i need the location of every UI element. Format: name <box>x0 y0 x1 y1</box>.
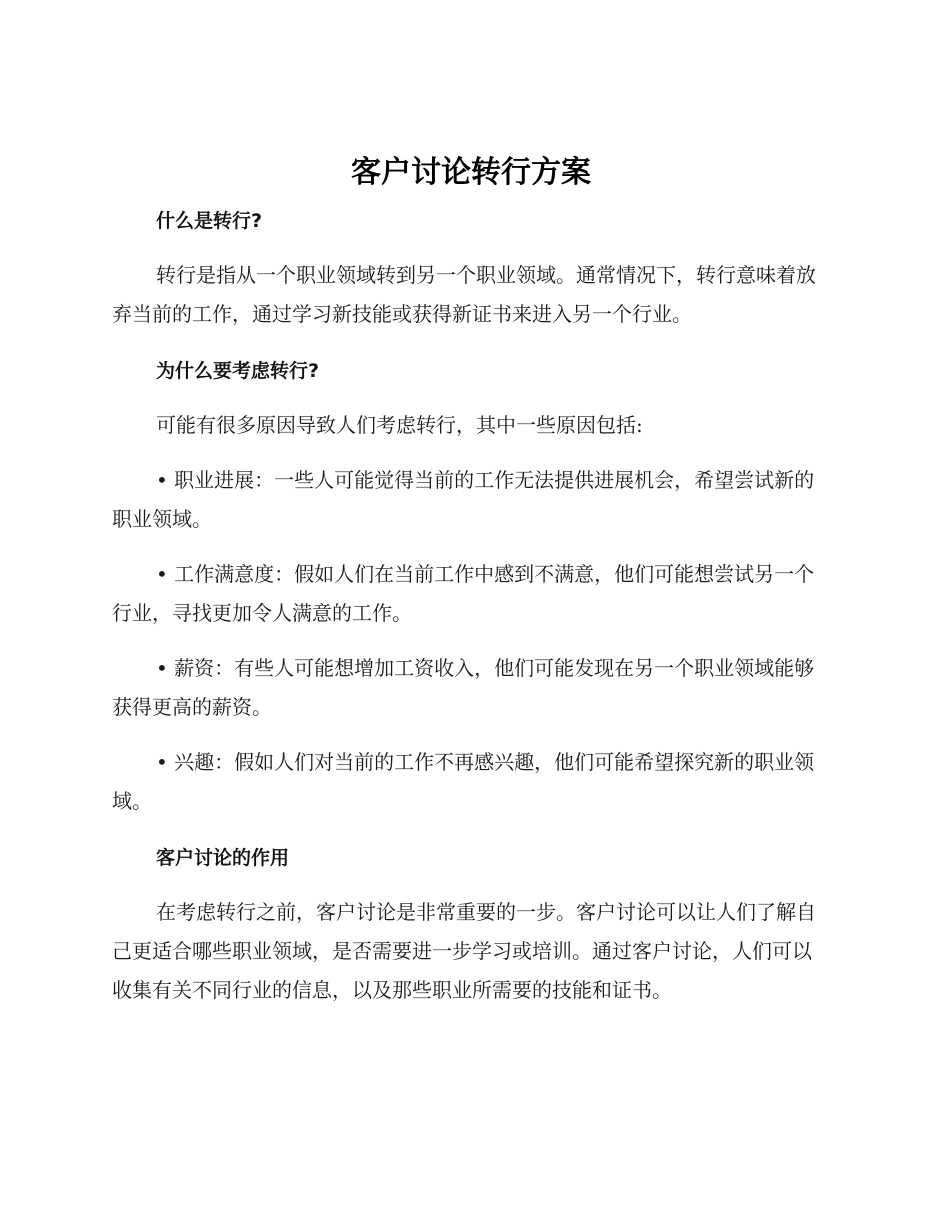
document-body <box>112 146 830 1010</box>
bullet-interest: • 兴趣：假如人们对当前的工作不再感兴趣，他们可能希望探究新的职业领域。 <box>112 750 815 813</box>
page-title: 客户讨论转行方案 <box>351 155 591 190</box>
section-heading-role-of-discussion: 客户讨论的作用 <box>156 847 290 869</box>
paragraph-reasons-intro: 可能有很多原因导致人们考虑转行，其中一些原因包括: <box>156 413 643 437</box>
section-heading-what-is: 什么是转行? <box>156 210 263 232</box>
section-heading-why: 为什么要考虑转行? <box>156 360 320 382</box>
paragraph-discussion-role: 在考虑转行之前，客户讨论是非常重要的一步。客户讨论可以让人们了解自己更适合哪些职业领域，是否需要进一步学习或培训。通过客户讨论，人们可以收集有关不同行业的信息，以及那些职业所需要的技能和证书。 <box>112 900 816 1002</box>
bullet-salary: • 薪资：有些人可能想增加工资收入，他们可能发现在另一个职业领域能够获得更高的薪资。 <box>112 656 815 719</box>
paragraph-definition: 转行是指从一个职业领域转到另一个职业领域。通常情况下，转行意味着放弃当前的工作，通过学习新技能或获得新证书来进入另一个行业。 <box>112 263 816 326</box>
bullet-job-satisfaction: • 工作满意度：假如人们在当前工作中感到不满意，他们可能想尝试另一个行业，寻找更加令人满意的工作。 <box>112 562 815 625</box>
bullet-career-progress: • 职业进展：一些人可能觉得当前的工作无法提供进展机会，希望尝试新的职业领域。 <box>112 468 815 531</box>
